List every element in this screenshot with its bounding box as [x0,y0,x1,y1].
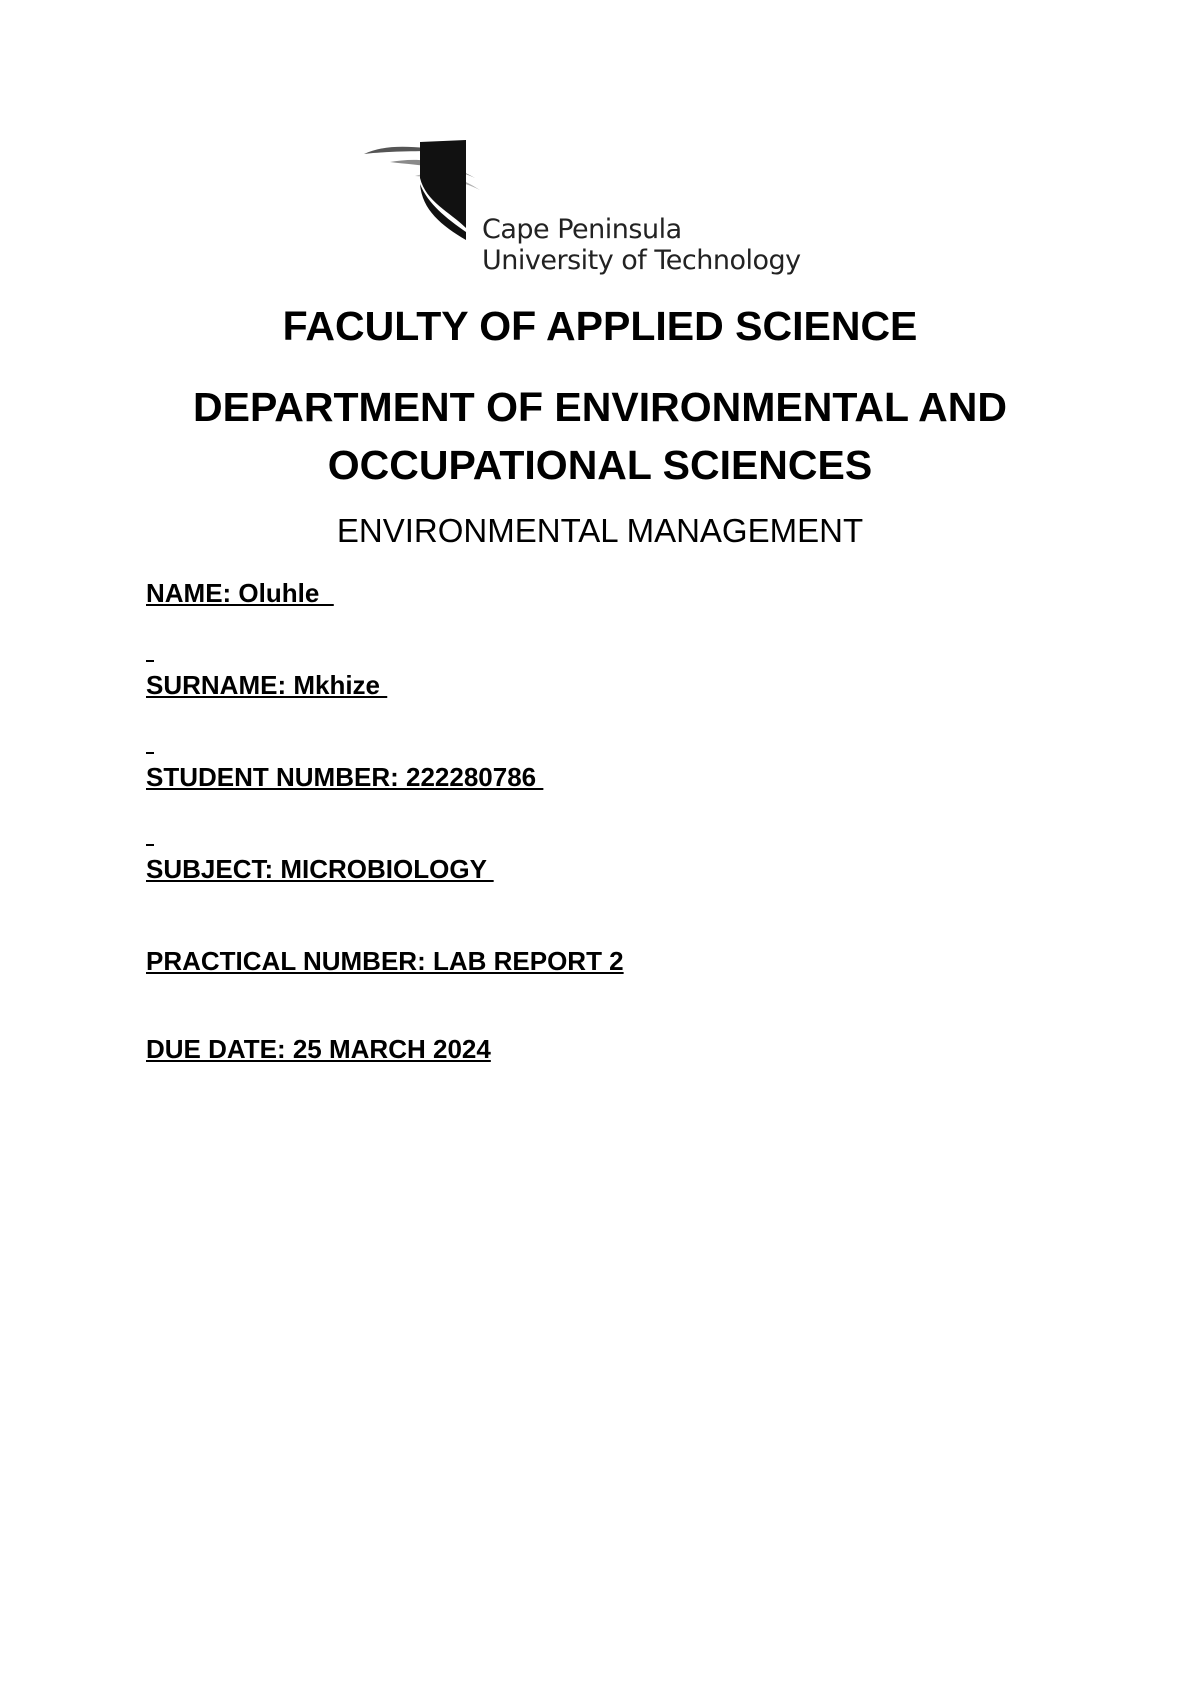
subject-field: SUBJECT: MICROBIOLOGY [146,854,494,884]
program-title: ENVIRONMENTAL MANAGEMENT [336,512,864,549]
practical-number-field: PRACTICAL NUMBER: LAB REPORT 2 [146,946,624,976]
student-number-field: STUDENT NUMBER: 222280786 [146,762,544,792]
logo-line-2: University of Technology [482,245,801,276]
underline-mark [146,660,154,662]
surname-field: SURNAME: Mkhize [146,670,388,700]
due-date-field: DUE DATE: 25 MARCH 2024 [146,1034,491,1064]
department-title [0,378,1200,494]
logo-wordmark [482,214,801,276]
logo-line-1: Cape Peninsula [482,214,682,245]
department-title-line-1: DEPARTMENT OF ENVIRONMENTAL AND [193,384,1007,430]
logo-emblem-icon [360,140,490,245]
name-field: NAME: Oluhle [146,578,334,608]
cput-logo [360,140,840,285]
underline-mark [146,752,154,754]
faculty-title: FACULTY OF APPLIED SCIENCE [282,303,918,349]
underline-mark [146,844,154,846]
department-title-line-2: OCCUPATIONAL SCIENCES [327,442,873,488]
